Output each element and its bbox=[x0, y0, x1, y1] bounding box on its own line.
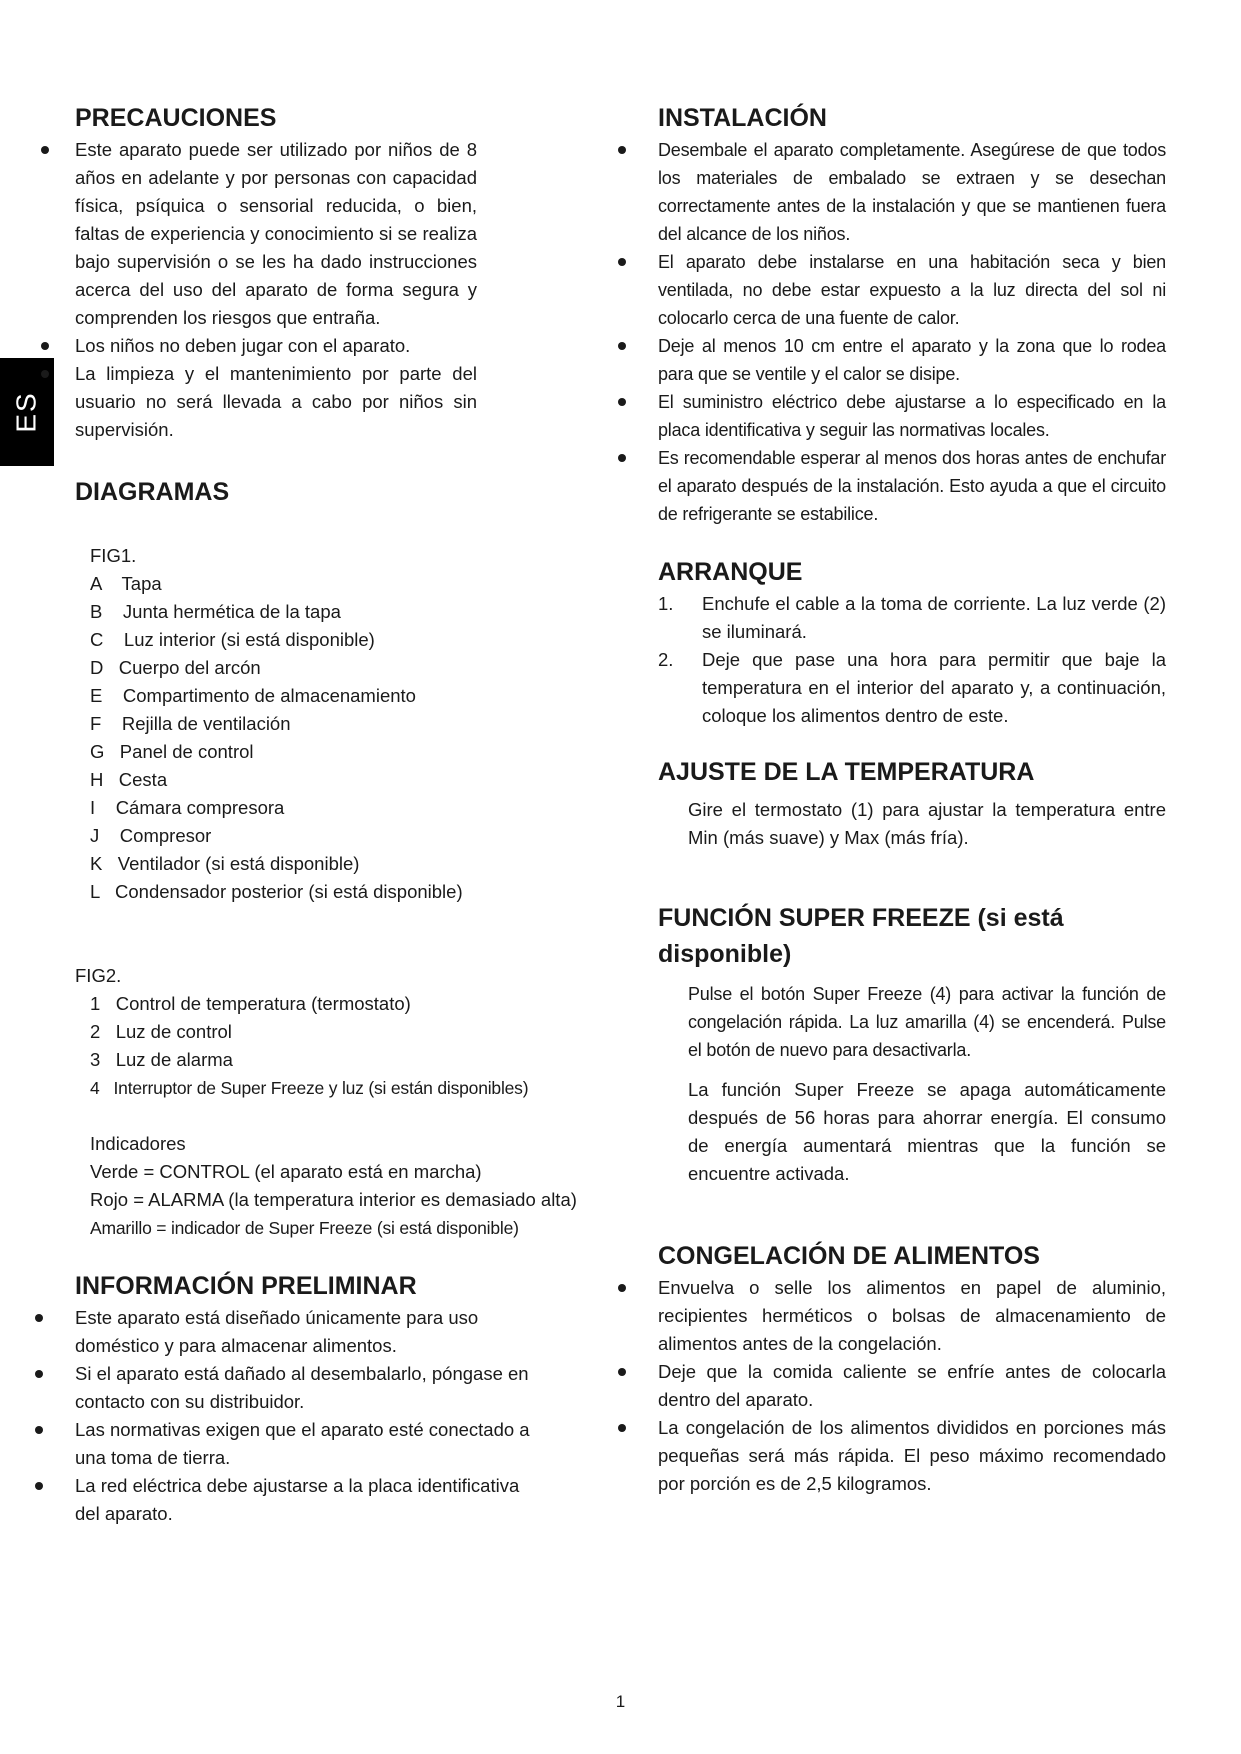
precauciones-section bbox=[75, 100, 595, 444]
list-item: 1 Control de temperatura (termostato) bbox=[90, 993, 411, 1014]
super-freeze-para2: La función Super Freeze se apaga automáticamente después de 56 horas para ahorrar energía. El consumo de energía aumentará mientras que la función se encuentre activada. bbox=[688, 1079, 1166, 1184]
list-item: 2 Luz de control bbox=[90, 1021, 232, 1042]
diagramas-title: DIAGRAMAS bbox=[75, 478, 230, 506]
left-column bbox=[75, 100, 595, 1528]
arranque-title: ARRANQUE bbox=[658, 558, 803, 586]
list-item: Este aparato puede ser utilizado por niños de 8 años en adelante y por personas con capacidad física, psíquica o sensorial reducida, o bien, faltas de experiencia y conocimiento si se realiza bajo supervisión o se les ha dado instrucciones acerca del uso del aparato de forma segura y comprenden los riesgos que entraña. bbox=[75, 136, 477, 332]
step-text: Enchufe el cable a la toma de corriente. La luz verde (2) se iluminará. bbox=[702, 593, 1166, 642]
list-item: F Rejilla de ventilación bbox=[90, 713, 291, 734]
diagramas-section bbox=[75, 474, 595, 1242]
list-item: E Compartimento de almacenamiento bbox=[90, 685, 416, 706]
list-item: Si el aparato está dañado al desembalarlo, póngase en contacto con su distribuidor. bbox=[75, 1360, 535, 1416]
list-item: 4 Interruptor de Super Freeze y luz (si están disponibles) bbox=[90, 1078, 529, 1098]
indicadores-title: Indicadores bbox=[90, 1133, 186, 1154]
list-item: Deje al menos 10 cm entre el aparato y la zona que lo rodea para que se ventile y el calor se disipe. bbox=[658, 332, 1166, 388]
informacion-list bbox=[75, 1304, 535, 1528]
list-item: Envuelva o selle los alimentos en papel de aluminio, recipientes herméticos o bolsas de almacenamiento de alimentos antes de la congelación. bbox=[658, 1274, 1166, 1358]
fig2-list bbox=[75, 990, 595, 1102]
list-item bbox=[658, 590, 1166, 646]
fig1-list bbox=[75, 542, 595, 906]
list-item: J Compresor bbox=[90, 825, 212, 846]
list-item: La red eléctrica debe ajustarse a la placa identificativa del aparato. bbox=[75, 1472, 535, 1528]
list-item: G Panel de control bbox=[90, 741, 254, 762]
indicator-green: Verde = CONTROL (el aparato está en marcha) bbox=[90, 1161, 482, 1182]
language-tab-label: ES bbox=[10, 391, 42, 433]
ajuste-text: Gire el termostato (1) para ajustar la temperatura entre Min (más suave) y Max (más fría). bbox=[688, 799, 1166, 848]
precauciones-title: PRECAUCIONES bbox=[75, 104, 277, 132]
list-item: El suministro eléctrico debe ajustarse a lo especificado en la placa identificativa y seguir las normativas locales. bbox=[658, 388, 1166, 444]
ajuste-section bbox=[658, 754, 1166, 852]
fig2-block bbox=[75, 962, 595, 1102]
instalacion-title: INSTALACIÓN bbox=[658, 104, 827, 132]
precauciones-list bbox=[75, 136, 477, 444]
right-column bbox=[658, 100, 1166, 1498]
page-number: 1 bbox=[615, 1692, 626, 1711]
arranque-list bbox=[658, 590, 1166, 730]
list-item: Es recomendable esperar al menos dos horas antes de enchufar el aparato después de la instalación. Esto ayuda a que el circuito de refrigerante se estabilice. bbox=[658, 444, 1166, 528]
super-freeze-section bbox=[658, 900, 1166, 1188]
list-item: 3 Luz de alarma bbox=[90, 1049, 233, 1070]
list-item: Las normativas exigen que el aparato esté conectado a una toma de tierra. bbox=[75, 1416, 535, 1472]
informacion-section bbox=[75, 1268, 595, 1528]
list-item: La congelación de los alimentos divididos en porciones más pequeñas será más rápida. El peso máximo recomendado por porción es de 2,5 kilogramos. bbox=[658, 1414, 1166, 1498]
congelacion-section bbox=[658, 1238, 1166, 1498]
list-item: A Tapa bbox=[90, 573, 162, 594]
super-freeze-title-line2: disponible) bbox=[658, 940, 792, 968]
list-item: Deje que la comida caliente se enfríe antes de colocarla dentro del aparato. bbox=[658, 1358, 1166, 1414]
list-item: L Condensador posterior (si está disponible) bbox=[90, 881, 463, 902]
instalacion-list bbox=[658, 136, 1166, 528]
ajuste-title: AJUSTE DE LA TEMPERATURA bbox=[658, 758, 1035, 786]
list-item bbox=[658, 646, 1166, 730]
list-item: C Luz interior (si está disponible) bbox=[90, 629, 375, 650]
indicator-yellow: Amarillo = indicador de Super Freeze (si está disponible) bbox=[90, 1218, 519, 1238]
super-freeze-title-line1: FUNCIÓN SUPER FREEZE (si está bbox=[658, 904, 1064, 932]
arranque-section bbox=[658, 554, 1166, 730]
congelacion-list bbox=[658, 1274, 1166, 1498]
list-item: D Cuerpo del arcón bbox=[90, 657, 261, 678]
congelacion-title: CONGELACIÓN DE ALIMENTOS bbox=[658, 1242, 1040, 1270]
fig2-label: FIG2. bbox=[75, 965, 122, 986]
list-item: El aparato debe instalarse en una habitación seca y bien ventilada, no debe estar expuesto a la luz directa del sol ni colocarlo cerca de una fuente de calor. bbox=[658, 248, 1166, 332]
list-item: Los niños no deben jugar con el aparato. bbox=[75, 332, 477, 360]
list-item: Este aparato está diseñado únicamente para uso doméstico y para almacenar alimentos. bbox=[75, 1304, 535, 1360]
super-freeze-para1: Pulse el botón Super Freeze (4) para activar la función de congelación rápida. La luz amarilla (4) se encenderá. Pulse el botón de nuevo para desactivarla. bbox=[688, 984, 1166, 1060]
informacion-title: INFORMACIÓN PRELIMINAR bbox=[75, 1272, 417, 1300]
list-item: B Junta hermética de la tapa bbox=[90, 601, 341, 622]
fig1-label: FIG1. bbox=[90, 545, 137, 566]
instalacion-section bbox=[658, 100, 1166, 528]
indicadores-block bbox=[75, 1130, 595, 1242]
list-item: I Cámara compresora bbox=[90, 797, 285, 818]
list-item: H Cesta bbox=[90, 769, 168, 790]
indicator-red: Rojo = ALARMA (la temperatura interior es demasiado alta) bbox=[90, 1189, 577, 1210]
step-number: 2. bbox=[658, 649, 674, 670]
list-item: K Ventilador (si está disponible) bbox=[90, 853, 360, 874]
step-text: Deje que pase una hora para permitir que baje la temperatura en el interior del aparato y, a continuación, coloque los alimentos dentro de este. bbox=[702, 649, 1166, 726]
step-number: 1. bbox=[658, 593, 674, 614]
list-item: La limpieza y el mantenimiento por parte del usuario no será llevada a cabo por niños sin supervisión. bbox=[75, 360, 477, 444]
list-item: Desembale el aparato completamente. Asegúrese de que todos los materiales de embalado se extraen y se desechan correctamente antes de la instalación y que se mantienen fuera del alcance de los niños. bbox=[658, 136, 1166, 248]
